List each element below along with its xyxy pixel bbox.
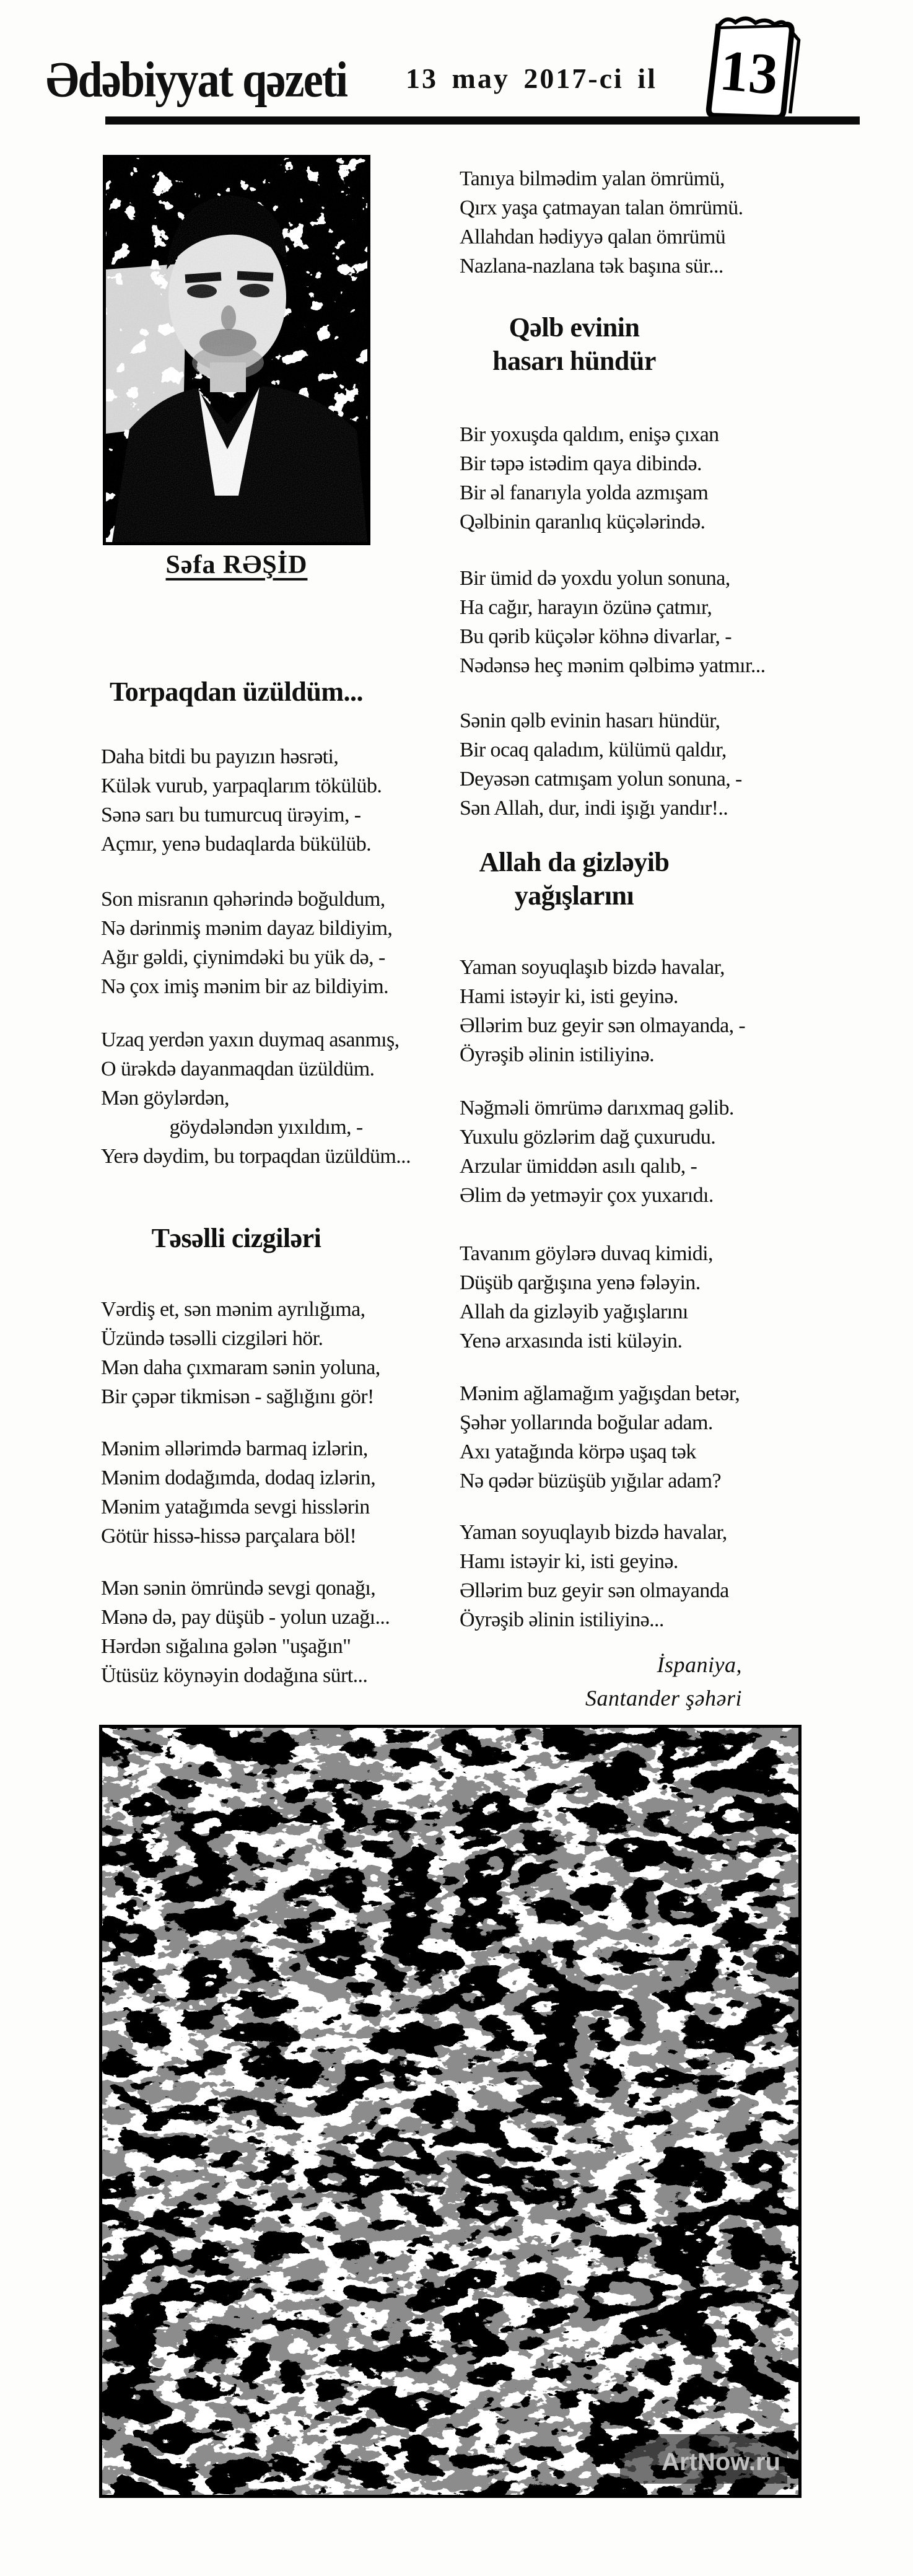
stanza <box>101 1295 380 1411</box>
poem-line: Öyrəşib əlinin istiliyinə... <box>460 1608 664 1631</box>
poem-title-qelb-evinin <box>441 311 707 378</box>
poem-line: Nə qədər büzüşüb yığılar adam? <box>460 1470 721 1492</box>
poem-line: Bir ümid də yoxdu yolun sonuna, <box>460 567 730 590</box>
stanza <box>460 420 746 537</box>
poem-line: Qırx yaşa çatmayan talan ömrümü. <box>460 196 743 219</box>
calendar-page-graphic <box>689 11 803 123</box>
poem-line: Arzular ümiddən asılı qalıb, - <box>460 1155 697 1178</box>
poem-line: Külək vurub, yarpaqlarım tökülüb. <box>101 774 382 797</box>
header-rule <box>105 116 860 125</box>
poem-line: Nə çox imiş mənim bir az bildiyim. <box>101 975 389 998</box>
poem-line: Ha cağır, harayın özünə çatmır, <box>460 596 712 619</box>
abstract-artwork-graphic <box>102 1728 798 2495</box>
poem-line: Şəhər yollarında boğular adam. <box>460 1411 713 1434</box>
poem-line: Uzaq yerdən yaxın duymaq asanmış, <box>101 1028 400 1051</box>
poem-line: Son misranın qəhərində boğuldum, <box>101 888 385 911</box>
poem-line: Santander şəhəri <box>585 1686 742 1711</box>
stanza <box>460 564 766 680</box>
poem-line: Deyəsən catmışam yolun sonuna, - <box>460 768 742 791</box>
poem-line: Mənim ağlamağım yağışdan betər, <box>460 1382 740 1405</box>
poem-line: Tavanım göylərə duvaq kimidi, <box>460 1242 713 1265</box>
poem-line: Əllərim buz geyir sən olmayanda <box>460 1579 729 1602</box>
poem-line: Əlim də yetməyir çox yuxarıdı. <box>460 1184 714 1207</box>
poem-line: yağışlarını <box>514 880 634 911</box>
poem-line: hasarı hündür <box>492 346 656 376</box>
poem-line: Düşüb qarğışına yenə fələyin. <box>460 1271 701 1294</box>
location-attribution <box>460 1648 742 1715</box>
poem-line: Götür hissə-hissə parçalara böl! <box>101 1525 357 1548</box>
stanza <box>101 1574 390 1690</box>
poem-line: Mən göylərdən, <box>101 1087 229 1110</box>
poem-title-allah-da-gizleyib <box>441 846 707 913</box>
poem-line: Axı yatağında körpə uşaq tək <box>460 1440 696 1463</box>
poem-line: Nazlana-nazlana tək başına sür... <box>460 255 723 278</box>
stanza <box>101 1025 411 1171</box>
poem-line: Allah da gizləyib yağışlarını <box>460 1300 688 1323</box>
poem-line: Yerə dəydim, bu torpaqdan üzüldüm... <box>101 1145 411 1168</box>
poem-line: Açmır, yenə budaqlarda bükülüb. <box>101 833 372 856</box>
author-name: Səfa RƏŞİD <box>165 551 308 579</box>
stanza <box>460 1518 746 1634</box>
poem-line: Bu qərib küçələr köhnə divarlar, - <box>460 625 732 648</box>
newspaper-title: Ədəbiyyat qəzeti <box>46 51 347 108</box>
stanza <box>101 1434 376 1551</box>
poem-line: Nəğməli ömrümə darıxmaq gəlib. <box>460 1097 734 1119</box>
poem-line: Yaman soyuqlayıb bizdə havalar, <box>460 1521 727 1544</box>
poem-line: Bir əl fanarıyla yolda azmışam <box>460 481 709 504</box>
stanza <box>460 706 746 823</box>
poem-line: Bir yoxuşda qaldım, enişə çıxan <box>460 423 719 446</box>
poem-line: Vərdiş et, sən mənim ayrılığıma, <box>101 1298 365 1321</box>
stanza <box>101 742 382 859</box>
poem-line: Yuxulu gözlərim dağ çuxurudu. <box>460 1126 716 1149</box>
artwork-watermark: ArtNow.ru <box>662 2448 780 2476</box>
poem-line: Nədənsə heç mənim qəlbimə yatmır... <box>460 654 766 677</box>
poem-line: Hamı istəyir ki, isti geyinə. <box>460 1550 678 1573</box>
poem-line: Qəlb evinin <box>509 312 640 343</box>
poem-line: Hami istəyir ki, isti geyinə. <box>460 985 678 1008</box>
poem-line: Mən daha çıxmaram sənin yoluna, <box>101 1356 380 1379</box>
abstract-artwork-image <box>99 1725 802 2498</box>
poem-line: Mənim yatağımda sevgi hisslərin <box>101 1496 370 1518</box>
poem-line: O ürəkdə dayanmaqdan üzüldüm. <box>101 1058 375 1080</box>
poem-line: Bir ocaq qaladım, külümü qaldır, <box>460 738 727 761</box>
poem-line: Yaman soyuqlaşıb bizdə havalar, <box>460 956 725 979</box>
poem-line: Mənim dodağımda, dodaq izlərin, <box>101 1466 376 1489</box>
poem-line: Ağır gəldi, çiynimdəki bu yük də, - <box>101 946 385 969</box>
poem-line: göydələndən yıxıldım, - <box>101 1116 363 1139</box>
author-photo <box>103 155 370 545</box>
poem-line: Tanıya bilmədim yalan ömrümü, <box>460 167 725 190</box>
calendar-page-icon <box>689 11 803 123</box>
poem-line: Hərdən sığalına gələn "uşağın" <box>101 1635 351 1658</box>
poem-line: Qəlbinin qaranlıq küçələrində. <box>460 510 706 533</box>
poem-line: Əllərim buz geyir sən olmayanda, - <box>460 1014 746 1037</box>
poem-line: Allahdan hədiyyə qalan ömrümü <box>460 226 726 248</box>
stanza <box>460 953 746 1069</box>
page-number: 13 <box>717 38 781 107</box>
poem-title-torpaqdan: Torpaqdan üzüldüm... <box>109 677 363 707</box>
poem-title-teselli: Təsəlli cizgiləri <box>151 1223 321 1253</box>
stanza <box>101 885 393 1001</box>
poem-line: Sən Allah, dur, indi işığı yandır!.. <box>460 797 728 820</box>
poem-line: Mənim əllərimdə barmaq izlərin, <box>101 1437 368 1460</box>
poem-line: Yenə arxasında isti küləyin. <box>460 1330 683 1352</box>
poem-line: Üzündə təsəlli cizgiləri hör. <box>101 1327 323 1350</box>
poem-line: Bir çəpər tikmisən - sağlığını gör! <box>101 1385 374 1408</box>
poem-line: Mənə də, pay düşüb - yolun uzağı... <box>101 1606 390 1629</box>
poem-line: Öyrəşib əlinin istiliyinə. <box>460 1043 654 1066</box>
poem-line: Ütüsüz köynəyin dodağına sürt... <box>101 1664 368 1687</box>
stanza <box>460 1379 746 1496</box>
poem-line: Allah da gizləyib <box>479 847 670 877</box>
poem-line: Bir təpə istədim qaya dibində. <box>460 452 702 475</box>
stanza <box>460 1093 746 1210</box>
stanza <box>460 1239 746 1356</box>
poem-line: İspaniya, <box>657 1652 742 1677</box>
stanza <box>460 164 746 281</box>
poem-line: Sənin qəlb evinin hasarı hündür, <box>460 709 720 732</box>
issue-date: 13 may 2017-ci il <box>406 63 657 94</box>
poem-line: Mən sənin ömründə sevgi qonağı, <box>101 1577 376 1600</box>
poem-line: Sənə sarı bu tumurcuq ürəyim, - <box>101 804 361 826</box>
poem-line: Daha bitdi bu payızın həsrəti, <box>101 745 339 768</box>
author-photo-graphic <box>106 158 367 542</box>
poem-line: Nə dərinmiş mənim dayaz bildiyim, <box>101 917 393 940</box>
